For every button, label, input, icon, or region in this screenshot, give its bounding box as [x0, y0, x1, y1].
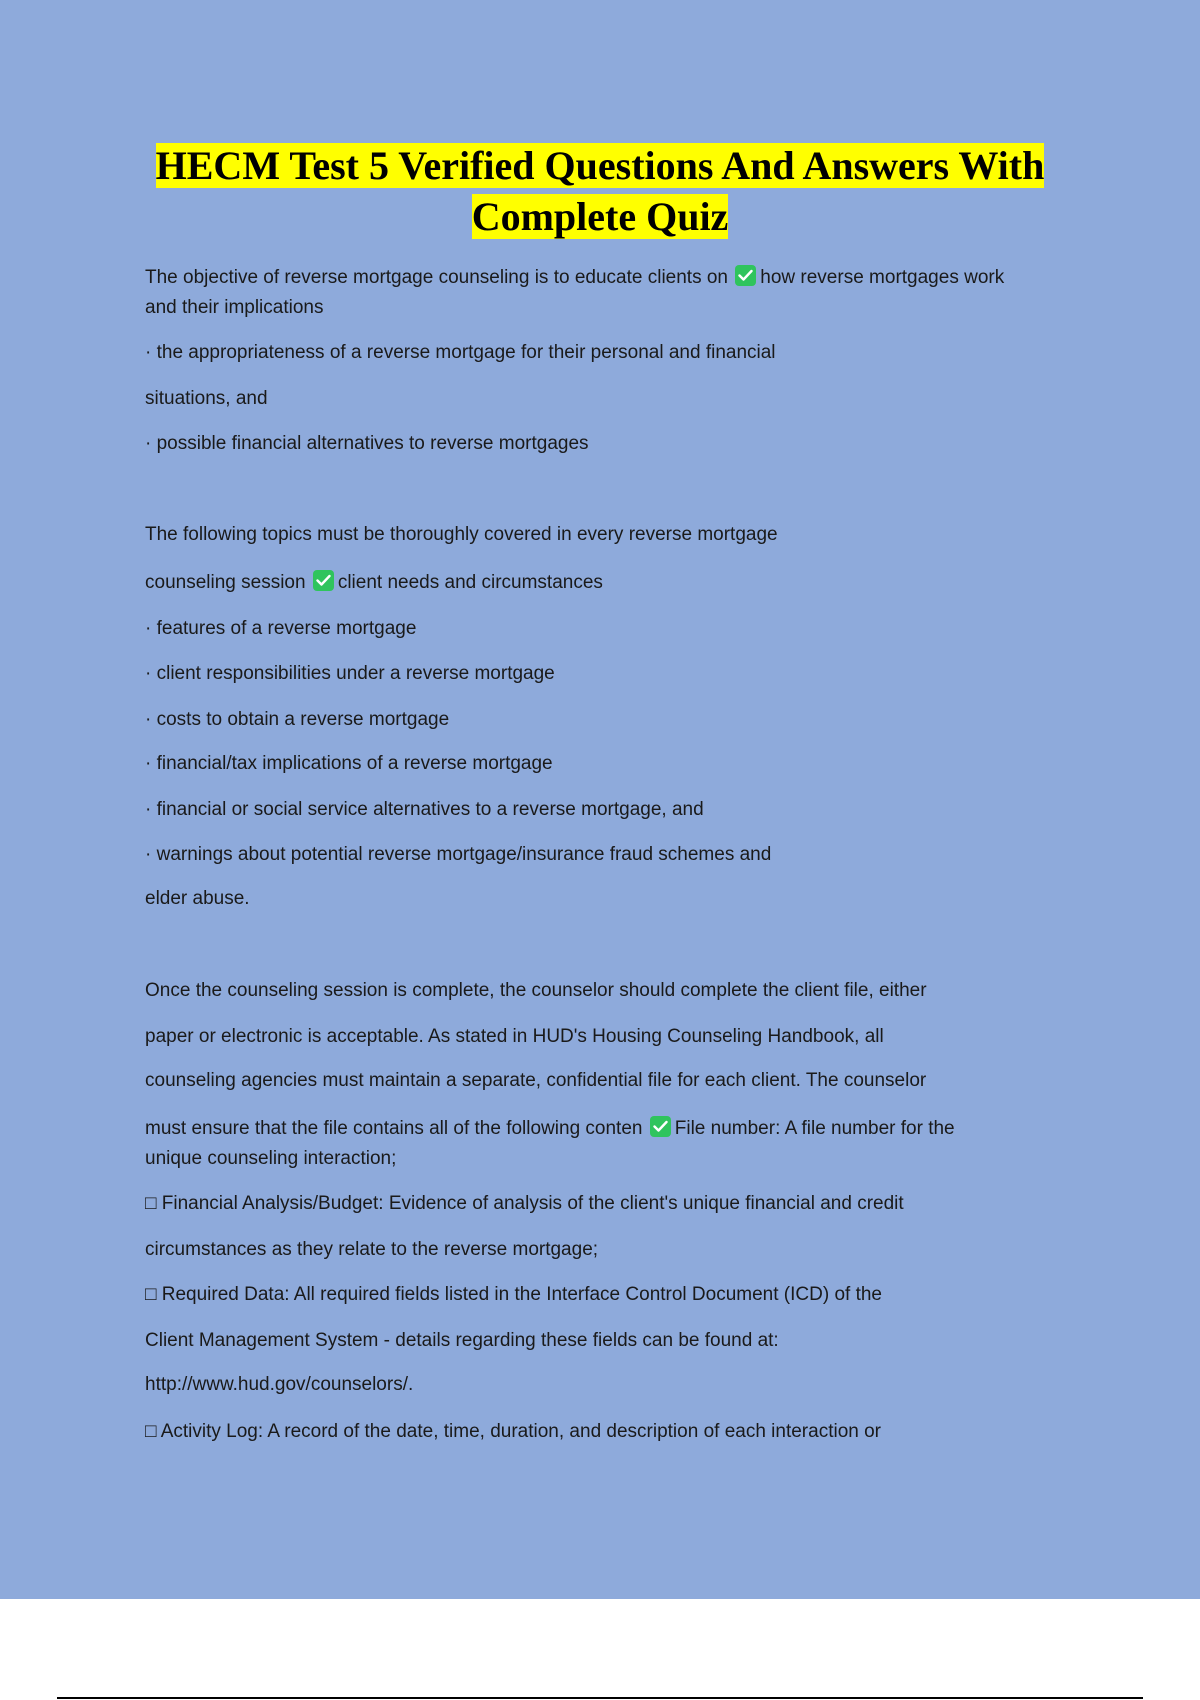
q3-answer-line: □ Financial Analysis/Budget: Evidence of analysis of the client's unique financial and credit — [145, 1193, 904, 1214]
q1-answer-line: · the appropriateness of a reverse mortgage for their personal and financial — [145, 342, 776, 363]
q2-answer-line: · warnings about potential reverse mortgage/insurance fraud schemes and — [145, 844, 772, 865]
page-bottom-rule — [57, 1697, 1143, 1699]
document-title — [0, 140, 1200, 242]
q1-answer-line: situations, and — [145, 388, 268, 409]
q2-answer-line: · features of a reverse mortgage — [145, 618, 417, 639]
q1-answer-line: · possible financial alternatives to reverse mortgages — [145, 433, 589, 454]
q2-question: counseling session — [145, 572, 306, 593]
title-line-1: HECM Test 5 Verified Questions And Answers With — [155, 143, 1045, 188]
q1-question-line — [145, 263, 1004, 293]
q3-answer-line: Client Management System - details regarding these fields can be found at: — [145, 1330, 779, 1351]
title-line-2: Complete Quiz — [471, 194, 729, 239]
q3-question-line: Once the counseling session is complete, the counselor should complete the client file, either — [145, 980, 927, 1001]
q1-answer-start: how reverse mortgages work — [760, 267, 1005, 288]
q2-answer-start: client needs and circumstances — [337, 572, 603, 593]
q3-answer-line: unique counseling interaction; — [145, 1148, 397, 1169]
q2-answer-line: · financial or social service alternatives to a reverse mortgage, and — [145, 799, 704, 820]
q2-answer-line: · costs to obtain a reverse mortgage — [145, 709, 450, 730]
q3-answer-line: □ Required Data: All required fields listed in the Interface Control Document (ICD) of the — [145, 1284, 882, 1305]
q3-answer-line: circumstances as they relate to the reverse mortgage; — [145, 1239, 599, 1260]
check-mark-icon — [735, 265, 756, 286]
q1-question: The objective of reverse mortgage counseling is to educate clients on — [145, 267, 728, 288]
q3-question-line: paper or electronic is acceptable. As stated in HUD's Housing Counseling Handbook, all — [145, 1026, 884, 1047]
q3-answer-line: □ Activity Log: A record of the date, time, duration, and description of each interaction or — [145, 1421, 882, 1442]
q2-question-line: The following topics must be thoroughly covered in every reverse mortgage — [145, 524, 778, 545]
q3-question: must ensure that the file contains all of the following conten — [145, 1118, 643, 1139]
q3-question-line — [145, 1114, 955, 1144]
q2-answer-line: · client responsibilities under a reverse mortgage — [145, 663, 555, 684]
q3-question-line: counseling agencies must maintain a separate, confidential file for each client. The counselor — [145, 1070, 927, 1091]
q2-answer-line: · financial/tax implications of a reverse mortgage — [145, 753, 553, 774]
q3-answer-line: http://www.hud.gov/counselors/. — [145, 1374, 414, 1395]
q2-answer-line: elder abuse. — [145, 888, 250, 909]
q2-question-line — [145, 568, 603, 598]
check-mark-icon — [650, 1116, 671, 1137]
q3-answer-start: File number: A file number for the — [674, 1118, 955, 1139]
q1-answer-line: and their implications — [145, 297, 324, 318]
check-mark-icon — [313, 570, 334, 591]
